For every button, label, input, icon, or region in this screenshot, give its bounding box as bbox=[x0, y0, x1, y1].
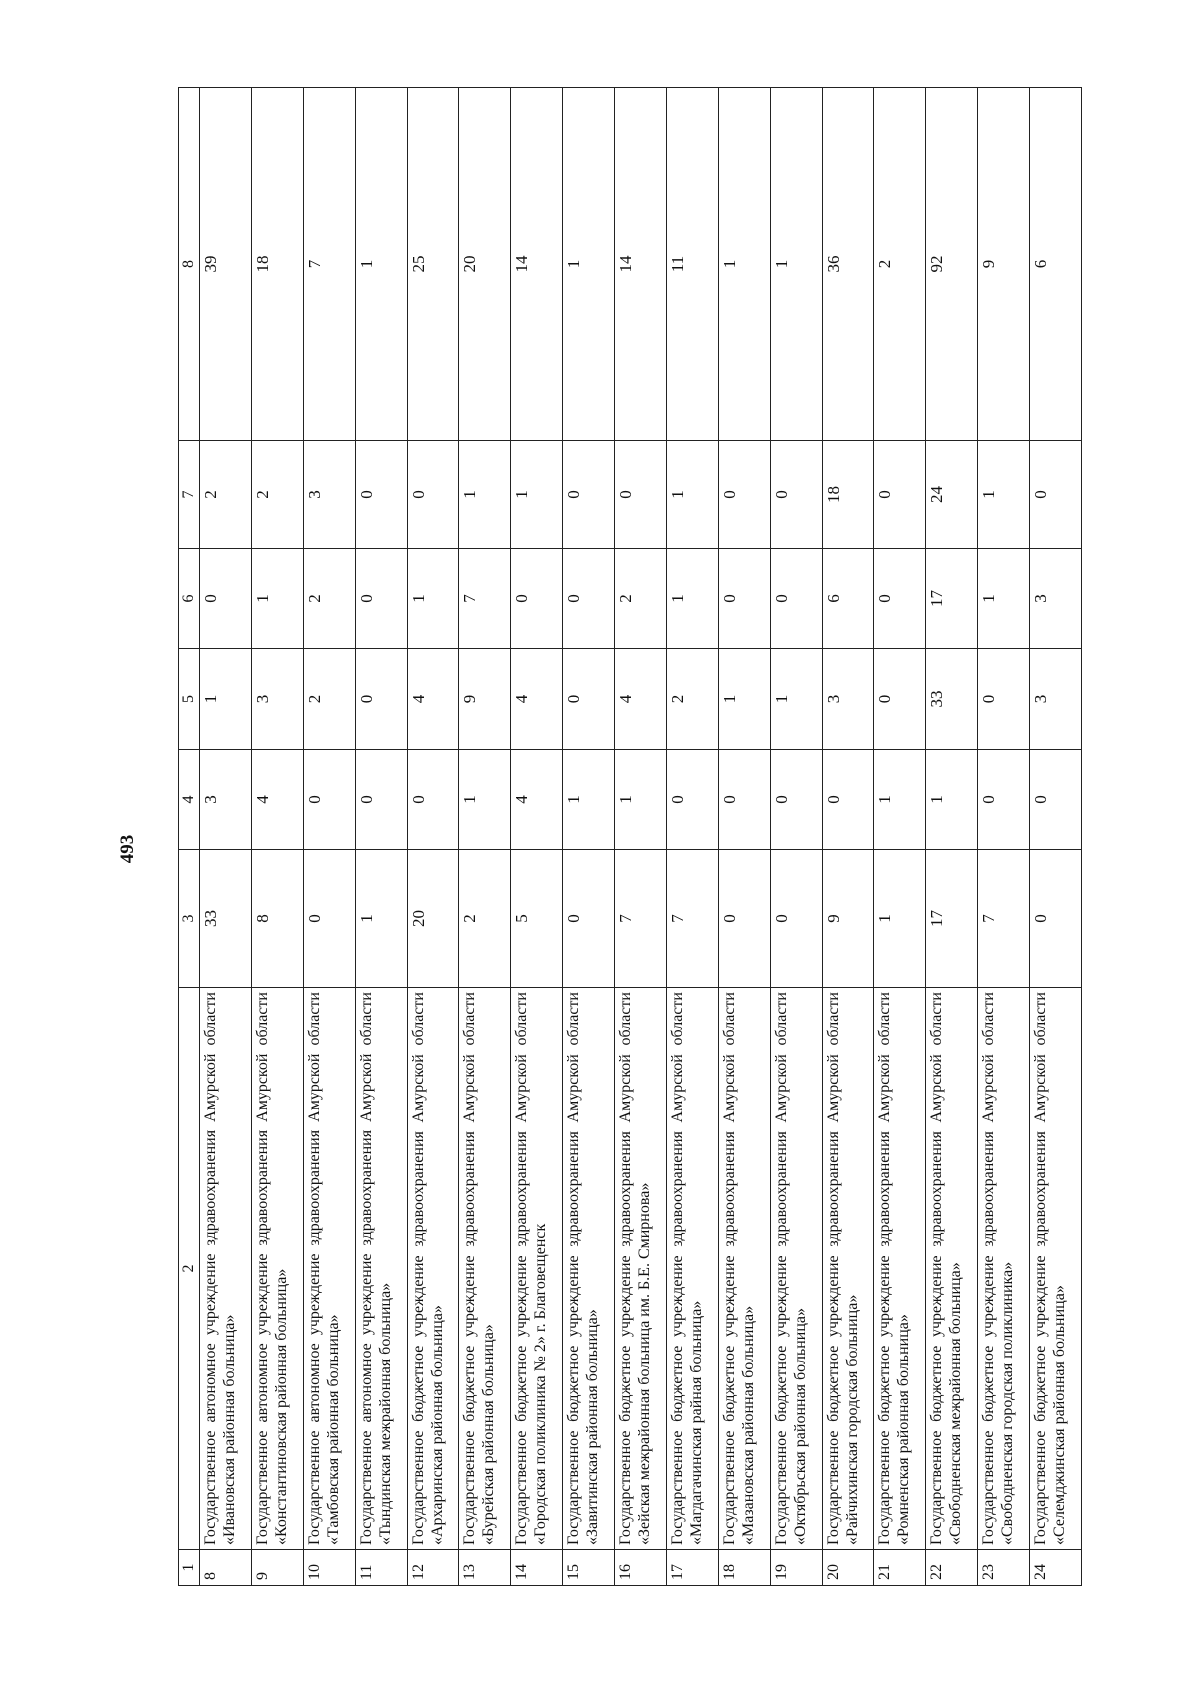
institution-name-cell: Государственное бюджетное учреждение здравоохранения Амурской области «Завитинская районная больница» bbox=[563, 988, 615, 1550]
value-cell-col-6: 0 bbox=[200, 549, 252, 649]
table-row bbox=[770, 88, 822, 1586]
institution-name-cell: Государственное автономное учреждение здравоохранения Амурской области «Тындинская межрайонная больница» bbox=[355, 988, 407, 1550]
value-cell-col-4: 0 bbox=[1030, 750, 1082, 850]
value-cell-col-7: 0 bbox=[407, 441, 459, 549]
value-cell-col-6: 0 bbox=[355, 549, 407, 649]
value-cell-col-8: 92 bbox=[926, 88, 978, 441]
value-cell-col-5: 4 bbox=[511, 649, 563, 750]
table-body bbox=[200, 88, 1082, 1586]
institution-name-cell: Государственное бюджетное учреждение здравоохранения Амурской области «Свободненская городская поликлиника» bbox=[978, 988, 1030, 1550]
table-row bbox=[355, 88, 407, 1586]
row-number-cell: 13 bbox=[459, 1550, 511, 1586]
value-cell-col-4: 0 bbox=[666, 750, 718, 850]
value-cell-col-4: 0 bbox=[718, 750, 770, 850]
value-cell-col-4: 4 bbox=[511, 750, 563, 850]
institution-name-cell: Государственное автономное учреждение здравоохранения Амурской области «Константиновская районная больница» bbox=[251, 988, 303, 1550]
value-cell-col-8: 36 bbox=[822, 88, 874, 441]
value-cell-col-4: 0 bbox=[770, 750, 822, 850]
institution-name-cell: Государственное автономное учреждение здравоохранения Амурской области «Ивановская районная больница» bbox=[200, 988, 252, 1550]
value-cell-col-4: 1 bbox=[874, 750, 926, 850]
value-cell-col-7: 0 bbox=[1030, 441, 1082, 549]
value-cell-col-8: 18 bbox=[251, 88, 303, 441]
table-row bbox=[251, 88, 303, 1586]
value-cell-col-5: 1 bbox=[770, 649, 822, 750]
value-cell-col-3: 5 bbox=[511, 850, 563, 988]
table-row bbox=[459, 88, 511, 1586]
value-cell-col-5: 0 bbox=[563, 649, 615, 750]
value-cell-col-7: 3 bbox=[303, 441, 355, 549]
row-number-cell: 9 bbox=[251, 1550, 303, 1586]
value-cell-col-8: 11 bbox=[666, 88, 718, 441]
value-cell-col-6: 6 bbox=[822, 549, 874, 649]
value-cell-col-4: 1 bbox=[615, 750, 667, 850]
header-col-6: 6 bbox=[179, 549, 200, 649]
table-row bbox=[926, 88, 978, 1586]
value-cell-col-8: 7 bbox=[303, 88, 355, 441]
value-cell-col-5: 4 bbox=[407, 649, 459, 750]
institution-name-cell: Государственное бюджетное учреждение здравоохранения Амурской области «Октябрьская районная больница» bbox=[770, 988, 822, 1550]
institution-name-cell: Государственное бюджетное учреждение здравоохранения Амурской области «Магдагачинская райная больница» bbox=[666, 988, 718, 1550]
value-cell-col-5: 3 bbox=[1030, 649, 1082, 750]
value-cell-col-4: 0 bbox=[978, 750, 1030, 850]
value-cell-col-6: 1 bbox=[251, 549, 303, 649]
value-cell-col-8: 14 bbox=[615, 88, 667, 441]
value-cell-col-5: 9 bbox=[459, 649, 511, 750]
value-cell-col-8: 1 bbox=[770, 88, 822, 441]
value-cell-col-4: 0 bbox=[822, 750, 874, 850]
value-cell-col-3: 2 bbox=[459, 850, 511, 988]
value-cell-col-6: 1 bbox=[666, 549, 718, 649]
value-cell-col-8: 39 bbox=[200, 88, 252, 441]
header-row bbox=[179, 88, 200, 1586]
value-cell-col-3: 1 bbox=[355, 850, 407, 988]
value-cell-col-4: 1 bbox=[563, 750, 615, 850]
table-row bbox=[822, 88, 874, 1586]
value-cell-col-3: 0 bbox=[1030, 850, 1082, 988]
value-cell-col-8: 20 bbox=[459, 88, 511, 441]
header-col-1: 1 bbox=[179, 1550, 200, 1586]
header-col-8: 8 bbox=[179, 88, 200, 441]
value-cell-col-3: 8 bbox=[251, 850, 303, 988]
value-cell-col-4: 3 bbox=[200, 750, 252, 850]
value-cell-col-8: 1 bbox=[355, 88, 407, 441]
value-cell-col-4: 0 bbox=[355, 750, 407, 850]
value-cell-col-3: 9 bbox=[822, 850, 874, 988]
header-col-5: 5 bbox=[179, 649, 200, 750]
value-cell-col-6: 1 bbox=[978, 549, 1030, 649]
institution-name-cell: Государственное бюджетное учреждение здравоохранения Амурской области «Райчихинская городская больница» bbox=[822, 988, 874, 1550]
value-cell-col-4: 0 bbox=[407, 750, 459, 850]
value-cell-col-6: 2 bbox=[615, 549, 667, 649]
value-cell-col-7: 0 bbox=[355, 441, 407, 549]
value-cell-col-3: 33 bbox=[200, 850, 252, 988]
value-cell-col-7: 24 bbox=[926, 441, 978, 549]
value-cell-col-7: 2 bbox=[200, 441, 252, 549]
row-number-cell: 18 bbox=[718, 1550, 770, 1586]
value-cell-col-4: 0 bbox=[303, 750, 355, 850]
value-cell-col-7: 0 bbox=[874, 441, 926, 549]
value-cell-col-5: 1 bbox=[200, 649, 252, 750]
value-cell-col-7: 1 bbox=[978, 441, 1030, 549]
row-number-cell: 8 bbox=[200, 1550, 252, 1586]
value-cell-col-5: 4 bbox=[615, 649, 667, 750]
value-cell-col-7: 0 bbox=[563, 441, 615, 549]
institution-name-cell: Государственное бюджетное учреждение здравоохранения Амурской области «Городская поликлиника № 2» г. Благовещенск bbox=[511, 988, 563, 1550]
row-number-cell: 16 bbox=[615, 1550, 667, 1586]
row-number-cell: 12 bbox=[407, 1550, 459, 1586]
value-cell-col-6: 0 bbox=[874, 549, 926, 649]
institution-name-cell: Государственное бюджетное учреждение здравоохранения Амурской области «Бурейская районная больница» bbox=[459, 988, 511, 1550]
table-row bbox=[718, 88, 770, 1586]
value-cell-col-5: 3 bbox=[251, 649, 303, 750]
institution-name-cell: Государственное бюджетное учреждение здравоохранения Амурской области «Архаринская районная больница» bbox=[407, 988, 459, 1550]
table-row bbox=[407, 88, 459, 1586]
table-row bbox=[615, 88, 667, 1586]
value-cell-col-6: 0 bbox=[563, 549, 615, 649]
institution-name-cell: Государственное бюджетное учреждение здравоохранения Амурской области «Селемджинская районная больница» bbox=[1030, 988, 1082, 1550]
value-cell-col-5: 0 bbox=[355, 649, 407, 750]
value-cell-col-3: 7 bbox=[615, 850, 667, 988]
value-cell-col-8: 25 bbox=[407, 88, 459, 441]
table-row bbox=[978, 88, 1030, 1586]
value-cell-col-8: 1 bbox=[563, 88, 615, 441]
value-cell-col-3: 0 bbox=[770, 850, 822, 988]
value-cell-col-3: 0 bbox=[303, 850, 355, 988]
value-cell-col-4: 1 bbox=[459, 750, 511, 850]
value-cell-col-3: 0 bbox=[563, 850, 615, 988]
value-cell-col-6: 17 bbox=[926, 549, 978, 649]
value-cell-col-6: 3 bbox=[1030, 549, 1082, 649]
header-col-7: 7 bbox=[179, 441, 200, 549]
value-cell-col-8: 9 bbox=[978, 88, 1030, 441]
value-cell-col-6: 1 bbox=[407, 549, 459, 649]
value-cell-col-7: 2 bbox=[251, 441, 303, 549]
data-table bbox=[178, 87, 1082, 1586]
value-cell-col-3: 20 bbox=[407, 850, 459, 988]
value-cell-col-3: 17 bbox=[926, 850, 978, 988]
row-number-cell: 22 bbox=[926, 1550, 978, 1586]
value-cell-col-6: 2 bbox=[303, 549, 355, 649]
value-cell-col-8: 2 bbox=[874, 88, 926, 441]
value-cell-col-8: 1 bbox=[718, 88, 770, 441]
institution-name-cell: Государственное бюджетное учреждение здравоохранения Амурской области «Ромненская районная больница» bbox=[874, 988, 926, 1550]
table-row bbox=[666, 88, 718, 1586]
value-cell-col-5: 1 bbox=[718, 649, 770, 750]
value-cell-col-3: 1 bbox=[874, 850, 926, 988]
value-cell-col-3: 0 bbox=[718, 850, 770, 988]
value-cell-col-7: 0 bbox=[615, 441, 667, 549]
institution-name-cell: Государственное автономное учреждение здравоохранения Амурской области «Тамбовская районная больница» bbox=[303, 988, 355, 1550]
value-cell-col-8: 14 bbox=[511, 88, 563, 441]
institution-name-cell: Государственное бюджетное учреждение здравоохранения Амурской области «Мазановская районная больница» bbox=[718, 988, 770, 1550]
header-col-4: 4 bbox=[179, 750, 200, 850]
value-cell-col-6: 0 bbox=[718, 549, 770, 649]
table-row bbox=[200, 88, 252, 1586]
value-cell-col-6: 0 bbox=[511, 549, 563, 649]
value-cell-col-5: 2 bbox=[666, 649, 718, 750]
row-number-cell: 23 bbox=[978, 1550, 1030, 1586]
row-number-cell: 11 bbox=[355, 1550, 407, 1586]
table-row bbox=[563, 88, 615, 1586]
value-cell-col-7: 1 bbox=[511, 441, 563, 549]
header-col-2: 2 bbox=[179, 988, 200, 1550]
row-number-cell: 15 bbox=[563, 1550, 615, 1586]
institution-name-cell: Государственное бюджетное учреждение здравоохранения Амурской области «Свободненская межрайонная больница» bbox=[926, 988, 978, 1550]
row-number-cell: 24 bbox=[1030, 1550, 1082, 1586]
page-number: 493 bbox=[117, 834, 138, 864]
value-cell-col-7: 0 bbox=[718, 441, 770, 549]
rotated-table-wrapper bbox=[178, 88, 1082, 1586]
table-row bbox=[874, 88, 926, 1586]
value-cell-col-5: 0 bbox=[874, 649, 926, 750]
value-cell-col-5: 3 bbox=[822, 649, 874, 750]
value-cell-col-6: 0 bbox=[770, 549, 822, 649]
value-cell-col-5: 0 bbox=[978, 649, 1030, 750]
value-cell-col-4: 4 bbox=[251, 750, 303, 850]
value-cell-col-8: 6 bbox=[1030, 88, 1082, 441]
value-cell-col-5: 33 bbox=[926, 649, 978, 750]
row-number-cell: 20 bbox=[822, 1550, 874, 1586]
value-cell-col-6: 7 bbox=[459, 549, 511, 649]
value-cell-col-3: 7 bbox=[666, 850, 718, 988]
value-cell-col-3: 7 bbox=[978, 850, 1030, 988]
value-cell-col-5: 2 bbox=[303, 649, 355, 750]
row-number-cell: 21 bbox=[874, 1550, 926, 1586]
table-row bbox=[511, 88, 563, 1586]
row-number-cell: 19 bbox=[770, 1550, 822, 1586]
value-cell-col-4: 1 bbox=[926, 750, 978, 850]
value-cell-col-7: 1 bbox=[666, 441, 718, 549]
table-row bbox=[303, 88, 355, 1586]
header-col-3: 3 bbox=[179, 850, 200, 988]
table-row bbox=[1030, 88, 1082, 1586]
row-number-cell: 10 bbox=[303, 1550, 355, 1586]
value-cell-col-7: 18 bbox=[822, 441, 874, 549]
institution-name-cell: Государственное бюджетное учреждение здравоохранения Амурской области «Зейская межрайонная больница им. Б.Е. Смирнова» bbox=[615, 988, 667, 1550]
row-number-cell: 17 bbox=[666, 1550, 718, 1586]
value-cell-col-7: 0 bbox=[770, 441, 822, 549]
value-cell-col-7: 1 bbox=[459, 441, 511, 549]
row-number-cell: 14 bbox=[511, 1550, 563, 1586]
